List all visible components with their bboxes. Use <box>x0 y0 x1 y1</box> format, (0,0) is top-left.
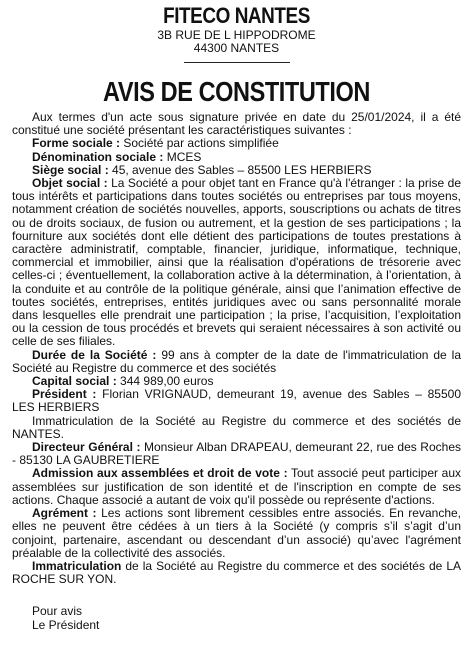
president-value: Florian VRIGNAUD, demeurant 19, avenue des Sables – 85500 LES HERBIERS <box>12 387 461 415</box>
agrement-value: Les actions sont librement cessibles entre associés. En revanche, elles ne peuvent être cédées à un tiers à la Société (y compris s’il s’agit d’un conjoint, partenaire, ascendant ou descendant d’un associé) qu’avec l'agrément préalable de la collectivité des associés. <box>12 506 462 560</box>
directeur-paragraph <box>12 441 461 467</box>
objet-value: La Société a pour objet tant en France qu'à l'étranger : la prise de tous intérêts et participations dans toutes sociétés ou entreprises par tous moyens, notamment création de sociétés nouvelles, apports, souscriptions ou achats de titres ou de droits sociaux, de fusion ou autrement, et la gestion de ses participations ; la fourniture aux sociétés dont elle détient des participations de toutes prestations à caractère administratif, comptable, financier, juridique, informatique, technique, commercial et immobilier, ainsi que la réalisation d'opérations de trésorerie avec celles-ci ; éventuellement, la collaboration active à la détermination, à l’orientation, à la conduite et au contrôle de la politique générale, ainsi que l’animation effective de toutes sociétés, entreprises, entités juridiques avec ou sans personnalité morale dans lesquelles elle prendrait une participation ; la prise, l’acquisition, l’exploitation ou la cession de tous procédés et brevets qui seraient nécessaires à son activité ou celle de ses filiales. <box>12 176 461 349</box>
notice-header <box>12 3 461 107</box>
duree-label: Durée de la Société : <box>32 347 157 362</box>
company-address-line1: 3B RUE DE L HIPPODROME <box>157 28 316 42</box>
directeur-value: Monsieur Alban DRAPEAU, demeurant 22, rue des Roches - 85130 LA GAUBRETIERE <box>12 440 461 468</box>
siege-label: Siège social : <box>32 162 109 177</box>
duree-value: 99 ans à compter de la date de l'immatriculation de la Société au Registre du commerce et des sociétés <box>12 347 461 375</box>
duree-paragraph <box>12 349 461 375</box>
denomination-label: Dénomination sociale : <box>32 149 164 164</box>
agrement-label: Agrément : <box>32 506 97 521</box>
signature-block <box>12 604 461 632</box>
denomination-value: MCES <box>163 149 202 164</box>
immat-president-paragraph: Immatriculation de la Société au Registre du commerce et des sociétés de NANTES. <box>12 413 461 441</box>
forme-label: Forme sociale : <box>32 136 121 151</box>
president-label: Président : <box>32 387 97 402</box>
notice-body <box>12 111 461 586</box>
capital-value: 344 989,00 euros <box>116 374 214 389</box>
president-paragraph <box>12 388 461 414</box>
signature-line2: Le Président <box>32 618 100 633</box>
objet-label: Objet social : <box>32 176 108 191</box>
capital-label: Capital social : <box>32 374 117 389</box>
admission-label: Admission aux assemblées et droit de vote : <box>32 466 288 481</box>
admission-value: Tout associé peut participer aux assemblées sur justification de son identité et de l'inscription en compte de ses actions. Chaque associé a autant de voix qu'il possède ou représente d'actions. <box>12 466 461 507</box>
directeur-label: Directeur Général : <box>32 440 141 455</box>
notice-title: AVIS DE CONSTITUTION <box>103 76 370 107</box>
objet-paragraph <box>12 177 461 349</box>
immatriculation-label: Immatriculation <box>32 558 122 573</box>
admission-paragraph <box>12 467 461 507</box>
header-divider <box>184 62 290 63</box>
company-address-line2: 44300 NANTES <box>193 41 280 55</box>
immatriculation-value: de la Société au Registre du commerce et des sociétés de LA ROCHE SUR YON. <box>12 558 461 587</box>
company-name: FITECO NANTES <box>163 3 310 28</box>
agrement-paragraph <box>12 507 461 560</box>
forme-value: Société par actions simplifiée <box>120 136 279 151</box>
signature-line1: Pour avis <box>32 604 83 619</box>
immatriculation-paragraph <box>12 560 461 586</box>
intro-paragraph: Aux termes d'un acte sous signature privée en date du 25/01/2024, il a été constitué une société présentant les caractéristiques suivantes : <box>12 110 461 138</box>
siege-value: 45, avenue des Sables – 85500 LES HERBIERS <box>108 162 372 177</box>
